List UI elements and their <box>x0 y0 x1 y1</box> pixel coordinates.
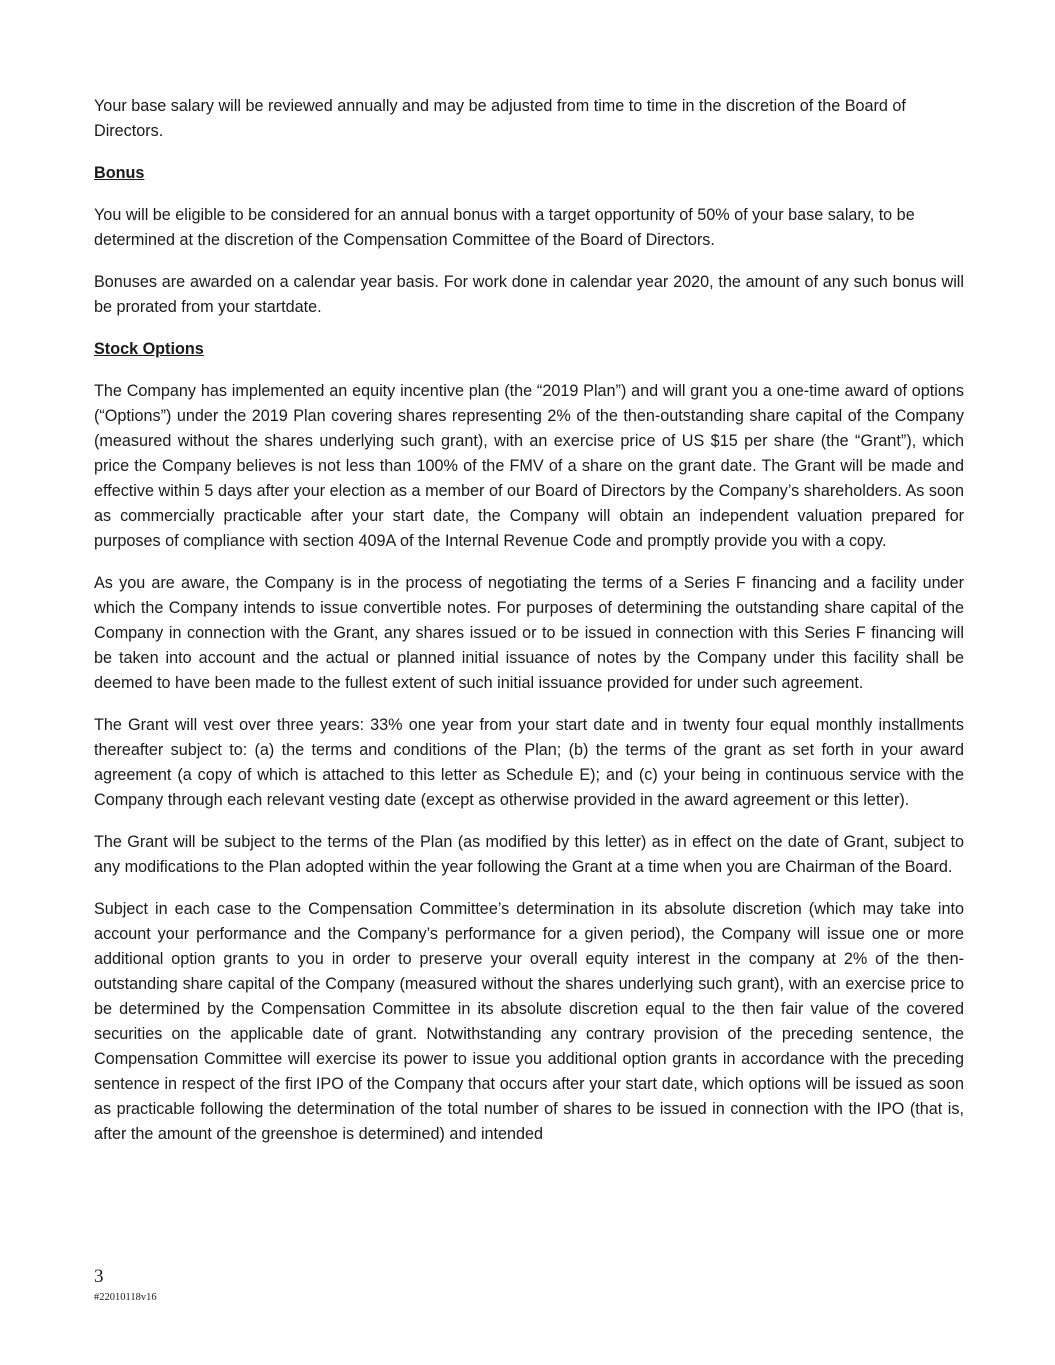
plan-terms-paragraph: The Grant will be subject to the terms of the Plan (as modified by this letter) as in effect on the date of Grant, subject to any modifications to the Plan adopted within the year following the Grant at a time when you are Chairman of the Board. <box>94 833 964 876</box>
bonus-calendar-paragraph: Bonuses are awarded on a calendar year basis. For work done in calendar year 2020, the amount of any such bonus will be prorated from your startdate. <box>94 273 964 316</box>
additional-grants-paragraph: Subject in each case to the Compensation Committee’s determination in its absolute discretion (which may take into account your performance and the Company’s performance for a given period), the Company will issue one or more additional option grants to you in order to preserve your overall equity interest in the company at 2% of the then-outstanding share capital of the Company (measured without the shares underlying such grant), with an exercise price to be determined by the Compensation Committee in its absolute discretion equal to the then fair value of the covered securities on the applicable date of grant. Notwithstanding any contrary provision of the preceding sentence, the Compensation Committee will exercise its power to issue you additional option grants in accordance with the preceding sentence in respect of the first IPO of the Company that occurs after your start date, which options will be issued as soon as practicable following the determination of the total number of shares to be issued in connection with the IPO (that is, after the amount of the greenshoe is determined) and intended <box>94 900 964 1143</box>
page-number: 3 <box>94 1266 104 1287</box>
salary-review-paragraph: Your base salary will be reviewed annually and may be adjusted from time to time in the discretion of the Board of Directors. <box>94 97 906 140</box>
bonus-eligibility-paragraph: You will be eligible to be considered for an annual bonus with a target opportunity of 50% of your base salary, to be determined at the discretion of the Compensation Committee of the Board of Directors. <box>94 206 915 249</box>
series-f-paragraph: As you are aware, the Company is in the process of negotiating the terms of a Series F financing and a facility under which the Company intends to issue convertible notes. For purposes of determining the outstanding share capital of the Company in connection with the Grant, any shares issued or to be issued in connection with this Series F financing will be taken into account and the actual or planned initial issuance of notes by the Company under this facility shall be deemed to have been made to the fullest extent of such initial issuance provided for under such agreement. <box>94 574 964 692</box>
document-body <box>94 94 964 1147</box>
document-id: #22010118v16 <box>94 1292 157 1303</box>
equity-plan-paragraph: The Company has implemented an equity incentive plan (the “2019 Plan”) and will grant you a one-time award of options (“Options”) under the 2019 Plan covering shares representing 2% of the then-outstanding share capital of the Company (measured without the shares underlying such grant), with an exercise price of US $15 per share (the “Grant”), which price the Company believes is not less than 100% of the FMV of a share on the grant date. The Grant will be made and effective within 5 days after your election as a member of our Board of Directors by the Company’s shareholders. As soon as commercially practicable after your start date, the Company will obtain an independent valuation prepared for purposes of compliance with section 409A of the Internal Revenue Code and promptly provide you with a copy. <box>94 382 964 550</box>
stock-options-heading: Stock Options <box>94 340 204 358</box>
bonus-heading: Bonus <box>94 164 145 182</box>
vesting-paragraph: The Grant will vest over three years: 33% one year from your start date and in twenty four equal monthly installments thereafter subject to: (a) the terms and conditions of the Plan; (b) the terms of the grant as set forth in your award agreement (a copy of which is attached to this letter as Schedule E); and (c) your being in continuous service with the Company through each relevant vesting date (except as otherwise provided in the award agreement or this letter). <box>94 716 964 809</box>
